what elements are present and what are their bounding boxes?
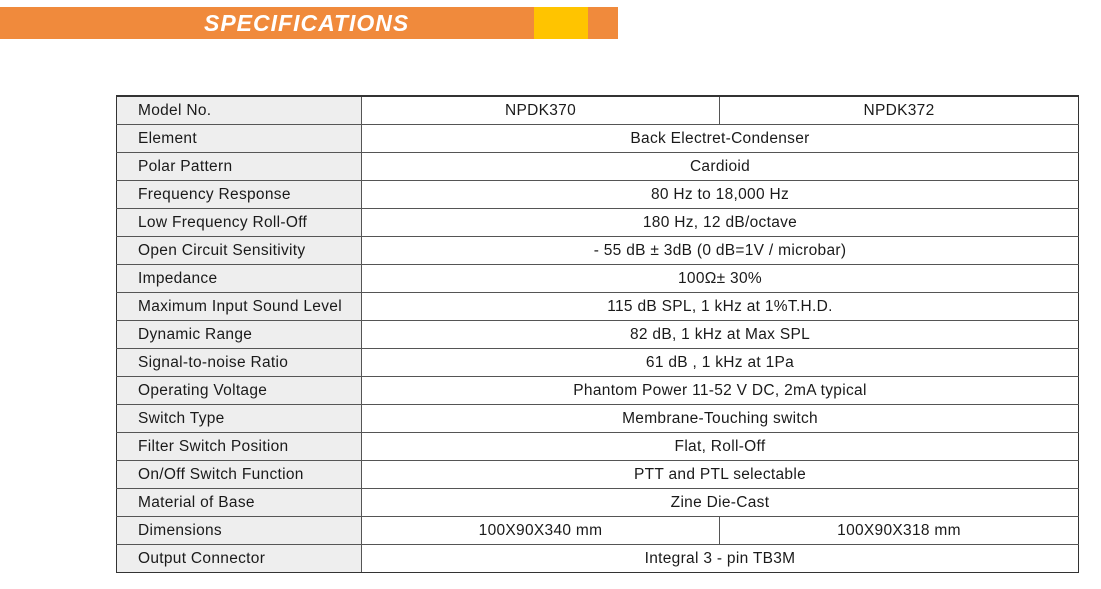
model-name-cell: NPDK372: [720, 96, 1079, 125]
row-value: Flat, Roll-Off: [362, 433, 1079, 461]
row-value: Cardioid: [362, 153, 1079, 181]
banner-accent-block: [534, 7, 588, 39]
table-row-dimensions: [117, 517, 1079, 545]
model-name-cell: NPDK370: [362, 96, 720, 125]
row-label: Output Connector: [117, 545, 362, 573]
row-label: Model No.: [117, 96, 362, 125]
table-row: [117, 237, 1079, 265]
row-value: 80 Hz to 18,000 Hz: [362, 181, 1079, 209]
row-label: On/Off Switch Function: [117, 461, 362, 489]
row-label: Material of Base: [117, 489, 362, 517]
row-value: 115 dB SPL, 1 kHz at 1%T.H.D.: [362, 293, 1079, 321]
row-label: Filter Switch Position: [117, 433, 362, 461]
row-value: 180 Hz, 12 dB/octave: [362, 209, 1079, 237]
row-label: Switch Type: [117, 405, 362, 433]
section-title: SPECIFICATIONS: [204, 10, 410, 36]
table-row: [117, 433, 1079, 461]
row-label: Operating Voltage: [117, 377, 362, 405]
table-row: [117, 489, 1079, 517]
row-label: Open Circuit Sensitivity: [117, 237, 362, 265]
row-label: Frequency Response: [117, 181, 362, 209]
table-row: [117, 153, 1079, 181]
row-value: - 55 dB ± 3dB (0 dB=1V / microbar): [362, 237, 1079, 265]
row-label: Impedance: [117, 265, 362, 293]
table-row: [117, 461, 1079, 489]
table-row: [117, 293, 1079, 321]
table-row: [117, 181, 1079, 209]
table-row: [117, 209, 1079, 237]
row-label: Dynamic Range: [117, 321, 362, 349]
table-row: [117, 545, 1079, 573]
row-value: Membrane-Touching switch: [362, 405, 1079, 433]
table-row: [117, 321, 1079, 349]
row-label: Signal-to-noise Ratio: [117, 349, 362, 377]
row-label: Maximum Input Sound Level: [117, 293, 362, 321]
row-value: 100Ω± 30%: [362, 265, 1079, 293]
specifications-table: [116, 95, 1079, 573]
row-value: Phantom Power 11-52 V DC, 2mA typical: [362, 377, 1079, 405]
row-label: Element: [117, 125, 362, 153]
row-label: Dimensions: [117, 517, 362, 545]
table-row-model-no: [117, 96, 1079, 125]
row-value: Integral 3 - pin TB3M: [362, 545, 1079, 573]
row-value: 82 dB, 1 kHz at Max SPL: [362, 321, 1079, 349]
row-value: Zine Die-Cast: [362, 489, 1079, 517]
row-value: PTT and PTL selectable: [362, 461, 1079, 489]
table-row: [117, 265, 1079, 293]
table-row: [117, 377, 1079, 405]
table-row: [117, 405, 1079, 433]
row-value: Back Electret-Condenser: [362, 125, 1079, 153]
section-banner: [0, 7, 618, 39]
row-value: 100X90X340 mm: [362, 517, 720, 545]
row-value: 100X90X318 mm: [720, 517, 1079, 545]
table-row: [117, 125, 1079, 153]
table-row: [117, 349, 1079, 377]
row-label: Low Frequency Roll-Off: [117, 209, 362, 237]
row-value: 61 dB , 1 kHz at 1Pa: [362, 349, 1079, 377]
row-label: Polar Pattern: [117, 153, 362, 181]
